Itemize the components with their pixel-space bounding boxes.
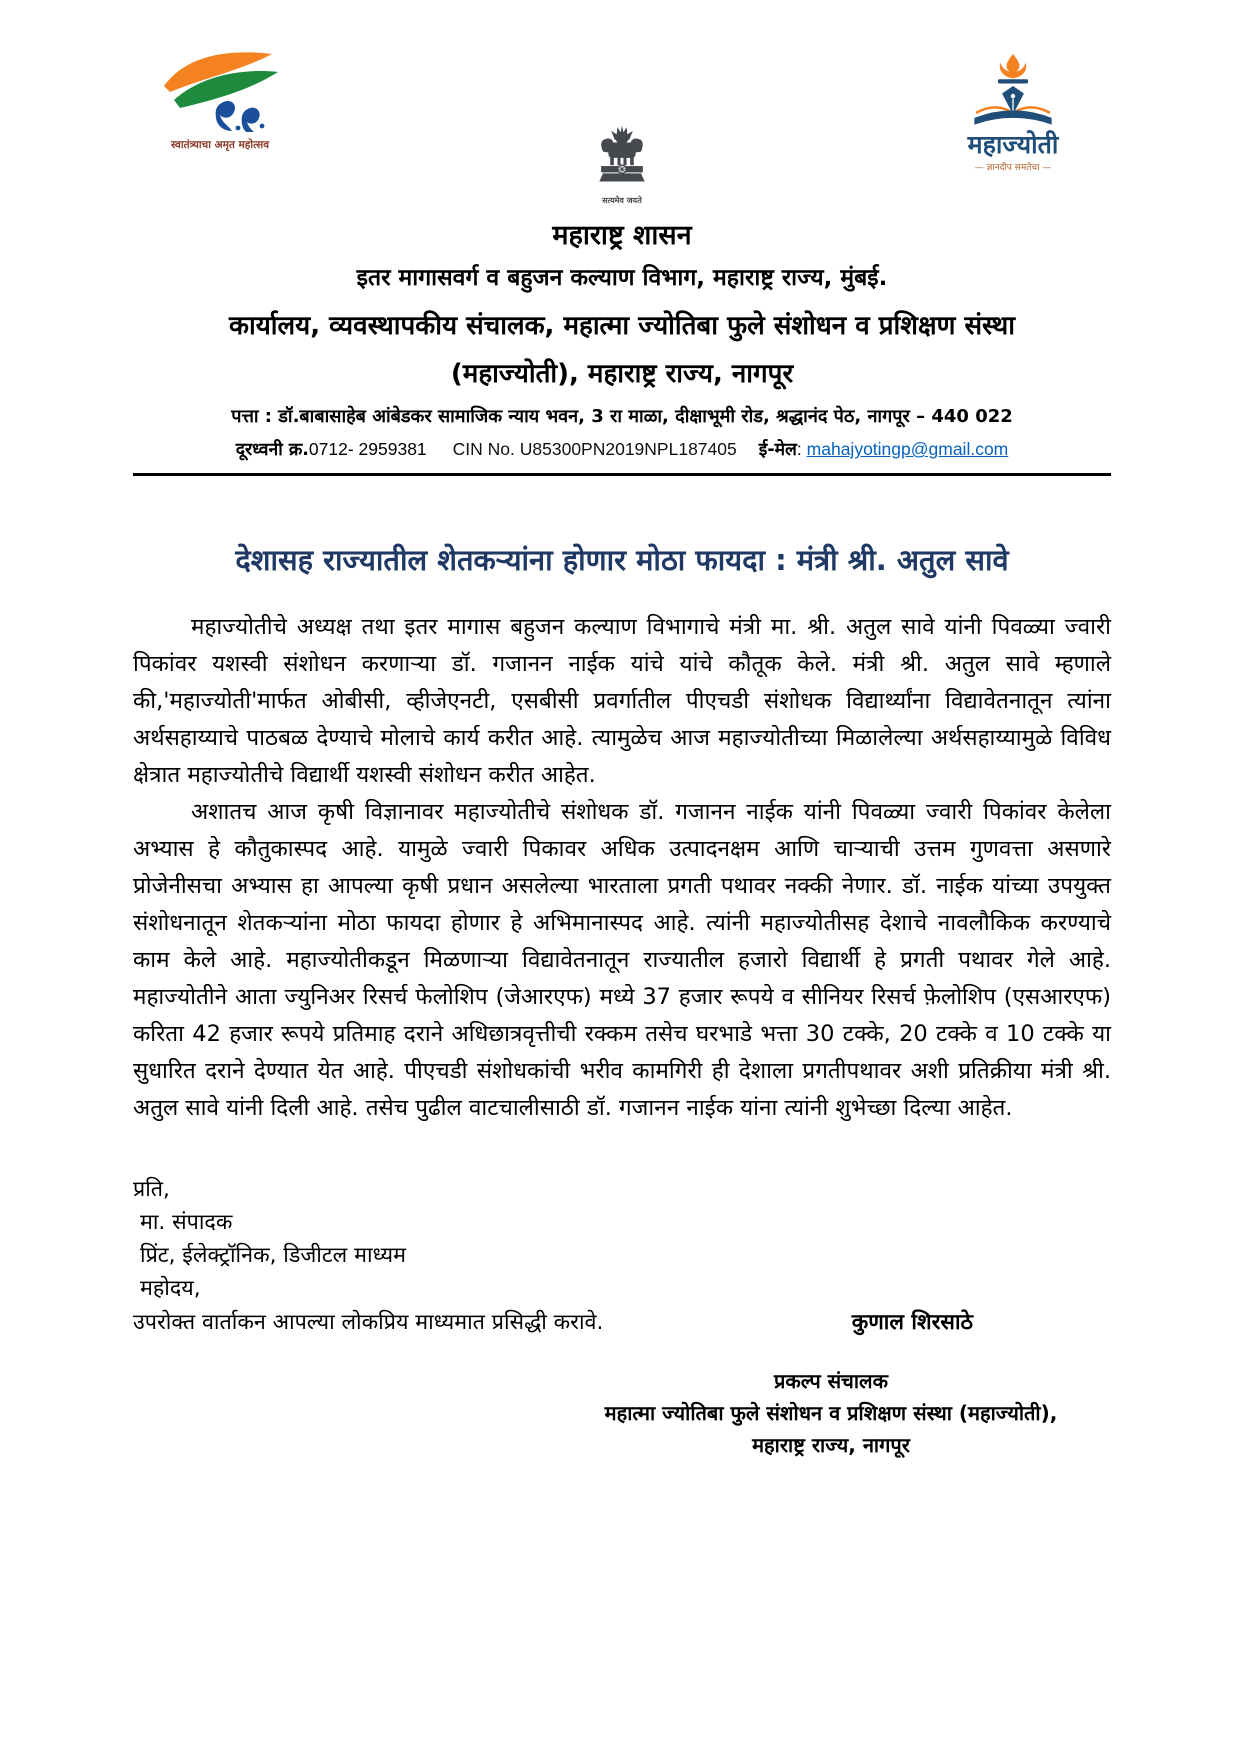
body-paragraph: अशातच आज कृषी विज्ञानावर महाज्योतीचे संशोधक डॉ. गजानन नाईक यांनी पिवळ्या ज्वारी पिकांवर केलेला अभ्यास हे कौतुकास्पद आहे. यामुळे ज्वारी पिकावर अधिक उत्पादनक्षम आणि चाऱ्याची उत्तम गुणवत्ता असणारे प्रोजेनीसचा अभ्यास हा आपल्या कृषी प्रधान असलेल्या भारताला प्रगती पथावर नक्की नेणार. डॉ. नाईक यांच्या उपयुक्त संशोधनातून शेतकऱ्यांना मोठा फायदा होणार हे अभिमानास्पद आहे. त्यांनी महाज्योतीसह देशाचे नावलौकिक करण्याचे काम केले आहे. महाज्योतीकडून मिळणाऱ्या विद्यावेतनातून राज्यातील हजारो विद्यार्थी हे प्रगती पथावर गेले आहे. महाज्योतीने आता ज्युनिअर रिसर्च फेलोशिप (जेआरएफ) मध्ये 37 हजार रूपये व सीनियर रिसर्च फ़ेलोशिप (एसआरएफ) करिता 42 हजार रूपये प्रतिमाह दराने अधिछात्रवृत्तीची रक्कम तसेच घरभाडे भत्ता 30 टक्के, 20 टक्के व 10 टक्के या सुधारित दराने देण्यात येत आहे. पीएचडी संशोधकांची भरीव कामगिरी ही देशाला प्रगतीपथावर अशी प्रतिक्रीया मंत्री श्री. अतुल सावे यांनी दिली आहे. तसेच पुढील वाटचालीसाठी डॉ. गजानन नाईक यांना त्यांनी शुभेच्छा दिल्या आहेत. [133,799,1111,1121]
azadi-flame-icon [154,46,286,132]
department-line: इतर मागासवर्ग व बहुजन कल्याण विभाग, महाराष्ट्र राज्य, मुंबई. [356,265,888,291]
mahajyoti-logo [949,54,1077,173]
letter-closing [133,1173,1111,1461]
recipient-line: मा. संपादक [140,1210,233,1235]
mahajyoti-logo-tagline: — ज्ञानदीप समतेचा — [974,163,1052,174]
signatory-organization: महात्मा ज्योतिबा फुले संशोधन व प्रशिक्षण संस्था (महाज्योती), [604,1401,1058,1425]
mahajyoti-logo-wordmark: महाज्योती [967,130,1059,159]
address-line: पत्ता : डॉ.बाबासाहेब आंबेडकर सामाजिक न्याय भवन, 3 रा माळा, दीक्षाभूमी रोड, श्रद्धानंद पेठ, नागपूर – 440 022 [231,406,1013,427]
email-separator: : [796,439,807,459]
email-link[interactable]: mahajyotingp@gmail.com [806,439,1009,459]
ashoka-lion-capital-icon [593,124,651,190]
emblem-of-india-logo [593,124,651,206]
cin-number: CIN No. U85300PN2019NPL187405 [452,439,737,459]
contact-line [133,437,1111,461]
phone-number: 0712- 2959381 [308,439,427,459]
salutation: महोदय, [140,1276,201,1301]
government-title: महाराष्ट्र शासन [552,220,692,251]
press-note-headline: देशासह राज्यातील शेतकऱ्यांना होणार मोठा फायदा : मंत्री श्री. अतुल सावे [235,543,1009,577]
phone-label: दूरध्वनी क्र. [235,440,309,460]
mahajyoti-pen-flame-icon [971,54,1055,128]
signatory-title: प्रकल्प संचालक [774,1369,888,1393]
letter-body [133,609,1111,1127]
to-label: प्रति, [133,1177,170,1202]
request-line: उपरोक्त वार्ताकन आपल्या लोकप्रिय माध्यमात प्रसिद्धी करावे. [133,1310,604,1335]
header-divider [133,473,1111,476]
office-line: कार्यालय, व्यवस्थापकीय संचालक, महात्मा ज्योतिबा फुले संशोधन व प्रशिक्षण संस्था [229,311,1015,341]
emblem-motto: सत्यमेव जयते [602,196,642,205]
azadi-ka-amrit-mahotsav-logo [141,46,299,152]
azadi-logo-caption: स्वातंत्र्याचा अमृत महोत्सव [170,139,270,151]
letterhead [133,0,1111,476]
recipient-line: प्रिंट, ईलेक्ट्रॉनिक, डिजीटल माध्यम [140,1243,406,1268]
body-paragraph: महाज्योतीचे अध्यक्ष तथा इतर मागास बहुजन कल्याण विभागाचे मंत्री मा. श्री. अतुल सावे यांनी पिवळ्या ज्वारी पिकांवर यशस्वी संशोधन करणाऱ्या डॉ. गजानन नाईक यांचे यांचे कौतूक केले. मंत्री श्री. अतुल सावे म्हणाले की,'महाज्योती'मार्फत ओबीसी, व्हीजेएनटी, एसबीसी प्रवर्गातील पीएचडी संशोधक विद्यार्थ्यांना विद्यावेतनातून त्यांना अर्थसहाय्याचे पाठबळ देण्याचे मोलाचे कार्य करीत आहे. त्यामुळेच आज महाज्योतीच्या मिळालेल्या अर्थसहाय्यामुळे विविध क्षेत्रात महाज्योतीचे विद्यार्थी यशस्वी संशोधन करीत आहेत. [133,614,1111,788]
signatory-place: महाराष्ट्र राज्य, नागपूर [752,1433,910,1457]
request-row [133,1306,1111,1339]
signatory-name: कुणाल शिरसाठे [851,1310,973,1335]
office-line-2: (महाज्योती), महाराष्ट्र राज्य, नागपूर [450,359,794,389]
email-label: ई-मेल [758,440,797,460]
signature-block [551,1365,1111,1461]
